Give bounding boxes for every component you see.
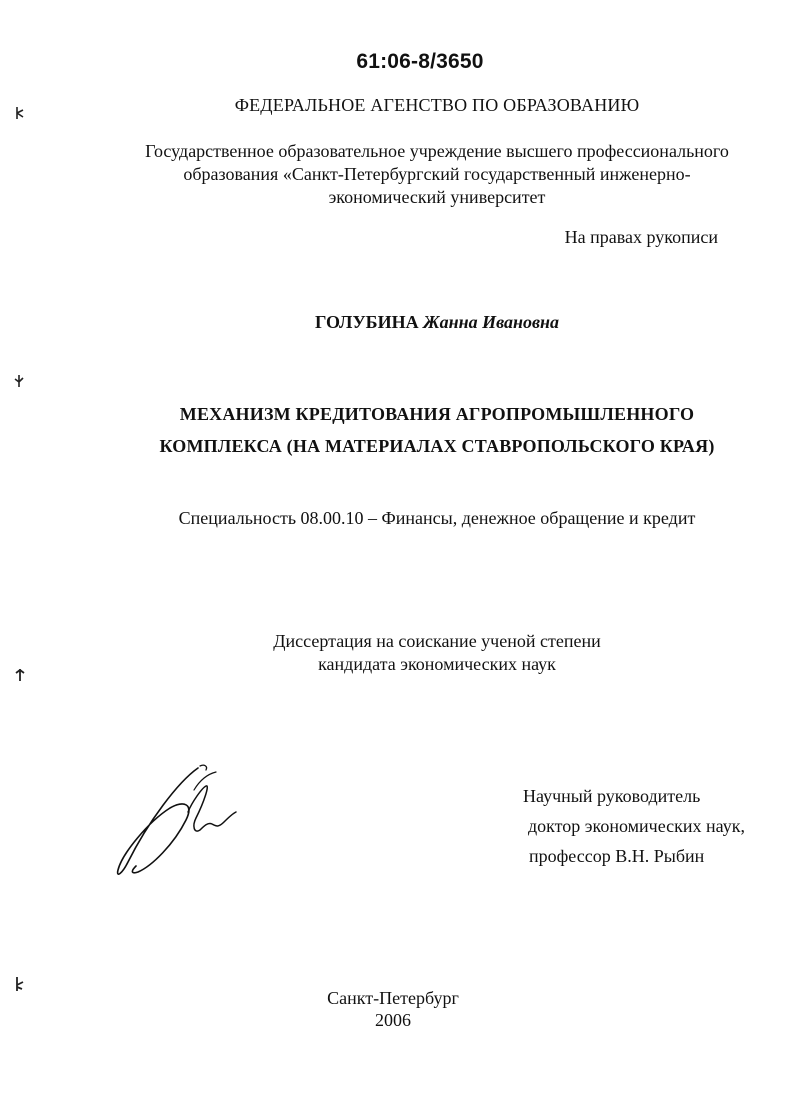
city: Санкт-Петербург bbox=[327, 988, 459, 1008]
handwritten-signature-icon bbox=[108, 762, 248, 882]
author-surname: ГОЛУБИНА bbox=[314, 312, 419, 332]
agency-heading: ФЕДЕРАЛЬНОЕ АГЕНСТВО ПО ОБРАЗОВАНИЮ bbox=[234, 95, 640, 115]
dissertation-title bbox=[0, 398, 798, 462]
degree-line: Диссертация на соискание ученой степени bbox=[273, 631, 601, 651]
specialty: Специальность 08.00.10 – Финансы, денежное обращение и кредит bbox=[178, 508, 696, 528]
institution-line: экономический университет bbox=[328, 187, 546, 207]
rights-note: На правах рукописи bbox=[564, 227, 718, 247]
title-line: МЕХАНИЗМ КРЕДИТОВАНИЯ АГРОПРОМЫШЛЕННОГО bbox=[179, 404, 695, 424]
author-name bbox=[0, 312, 798, 333]
registry-number: 61:06-8/3650 bbox=[356, 50, 484, 73]
scan-mark-icon bbox=[14, 106, 26, 120]
title-line: КОМПЛЕКСА (НА МАТЕРИАЛАХ СТАВРОПОЛЬСКОГО КРАЯ) bbox=[159, 436, 715, 456]
supervisor-block bbox=[523, 781, 745, 871]
supervisor-line: профессор В.Н. Рыбин bbox=[529, 846, 705, 866]
degree-line: кандидата экономических наук bbox=[318, 654, 556, 674]
scan-mark-icon bbox=[14, 976, 26, 992]
institution-line: Государственное образовательное учреждение высшего профессионального bbox=[145, 141, 729, 161]
supervisor-line: доктор экономических наук, bbox=[528, 816, 745, 836]
scan-mark-icon bbox=[14, 668, 26, 682]
author-given-names: Жанна Ивановна bbox=[423, 312, 560, 332]
year: 2006 bbox=[375, 1010, 411, 1030]
degree-statement bbox=[0, 630, 798, 676]
institution-line: образования «Санкт-Петербургский государственный инженерно- bbox=[183, 164, 691, 184]
scan-mark-icon bbox=[14, 374, 26, 388]
city-and-year bbox=[0, 987, 786, 1031]
institution-name bbox=[0, 140, 798, 209]
supervisor-line: Научный руководитель bbox=[523, 786, 701, 806]
